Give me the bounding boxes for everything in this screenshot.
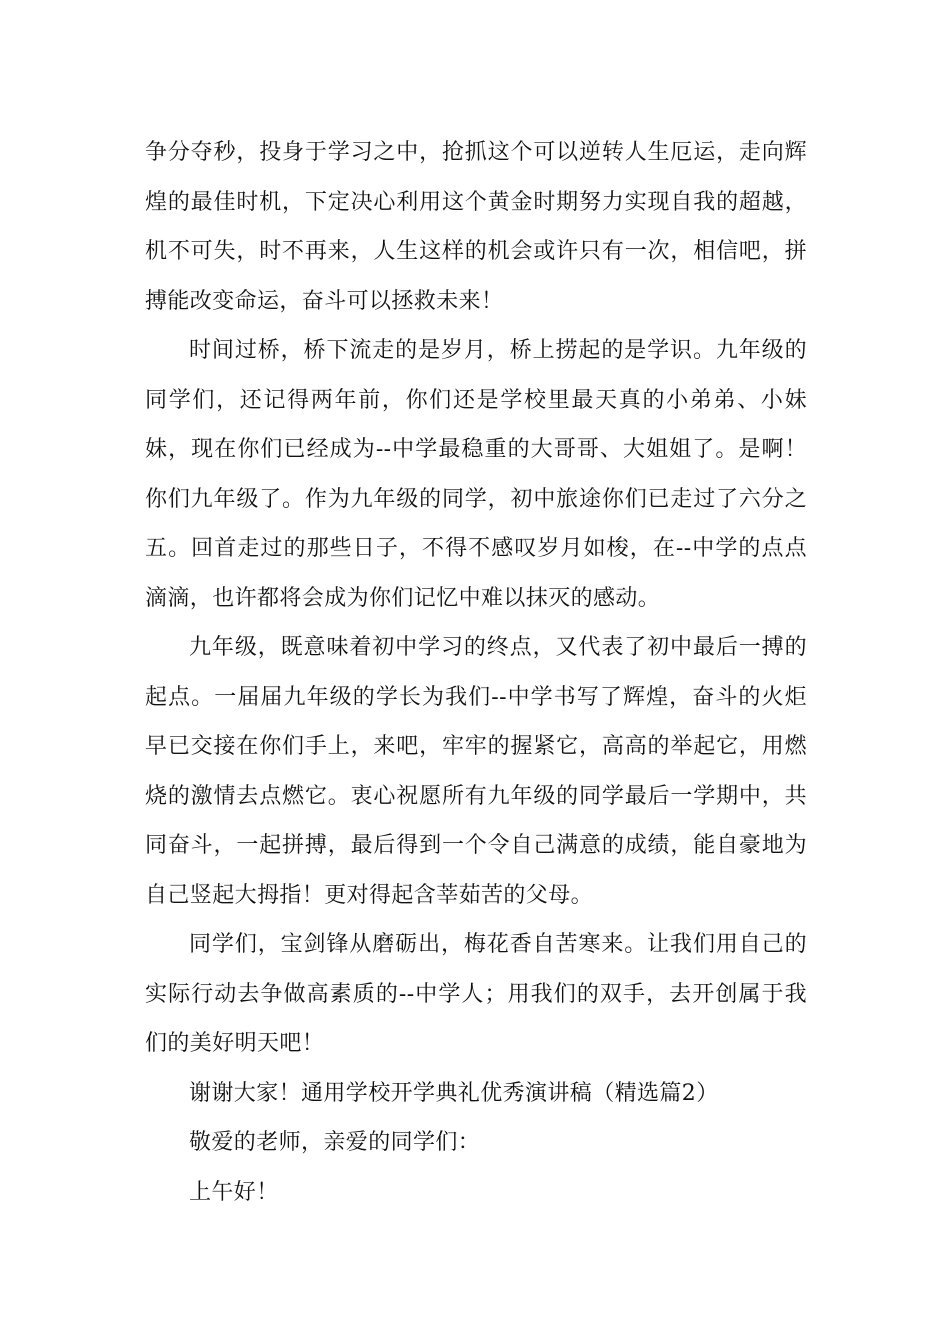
document-page — [145, 128, 807, 1217]
paragraph-continuation: 争分夺秒，投身于学习之中，抢抓这个可以逆转人生厄运，走向辉煌的最佳时机，下定决心利用这个黄金时期努力实现自我的超越，机不可失，时不再来，人生这样的机会或许只有一次，相信吧，拼搏能改变命运，奋斗可以拯救未来！ — [145, 140, 807, 314]
paragraph-classmates: 同学们，宝剑锋从磨砺出，梅花香自苦寒来。让我们用自己的实际行动去争做高素质的--中学人；用我们的双手，去开创属于我们的美好明天吧！ — [145, 932, 807, 1056]
paragraph-salutation: 敬爱的老师，亲爱的同学们： — [189, 1130, 481, 1155]
paragraph-thanks-heading: 谢谢大家！通用学校开学典礼优秀演讲稿（精选篇2） — [189, 1080, 719, 1106]
paragraph-greeting: 上午好！ — [189, 1179, 279, 1205]
paragraph-time-bridge: 时间过桥，桥下流走的是岁月，桥上捞起的是学识。九年级的同学们，还记得两年前，你们还是学校里最天真的小弟弟、小妹妹，现在你们已经成为--中学最稳重的大哥哥、大姐姐了。是啊！你们九年级了。作为九年级的同学，初中旅途你们已走过了六分之五。回首走过的那些日子，不得不感叹岁月如梭，在--中学的点点滴滴，也许都将会成为你们记忆中难以抹灭的感动。 — [145, 338, 807, 611]
paragraph-ninth-grade: 九年级，既意味着初中学习的终点，又代表了初中最后一搏的起点。一届届九年级的学长为我们--中学书写了辉煌，奋斗的火炬早已交接在你们手上，来吧，牢牢的握紧它，高高的举起它，用燃烧的激情去点燃它。衷心祝愿所有九年级的同学最后一学期中，共同奋斗，一起拼搏，最后得到一个令自己满意的成绩，能自豪地为自己竖起大拇指！更对得起含莘茹苦的父母。 — [145, 635, 807, 908]
